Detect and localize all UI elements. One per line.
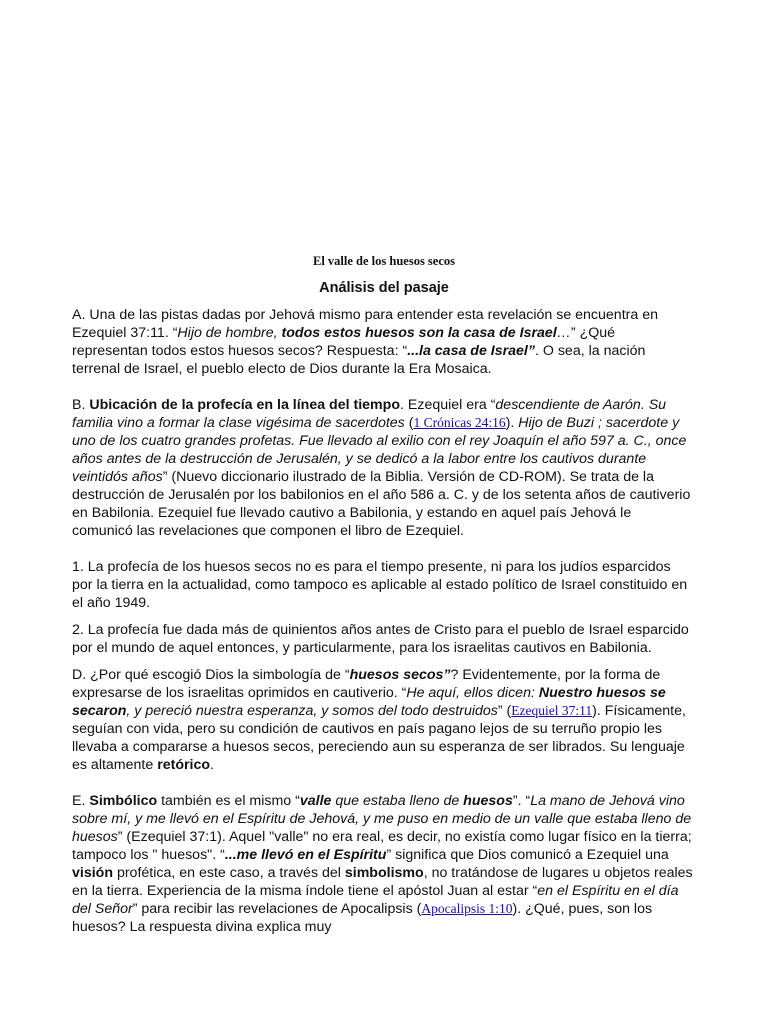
paragraph-d: D. ¿Por qué escogió Dios la simbología de “huesos secos”? Evidentemente, por la forma de expresarse de los israelitas oprimidos en cautiverio. “He aquí, ellos dicen: Nuestro huesos se secaron, y pereció nuestra esperanza, y somos del todo destruidos” (Ezequiel 37:11). Físicamente, seguían con vida, pero su condición de cautivos en país pagano lejos de su terruño propio les llevaba a compararse a huesos secos, pereciendo aun su esperanza de ser librados. Su lenguaje es altamente retórico. [72,667,686,773]
paragraph-1: 1. La profecía de los huesos secos no es para el tiempo presente, ni para los judíos esparcidos por la tierra en la actualidad, como tampoco es aplicable al estado político de Israel constituido en el año 1949. [72,559,688,611]
document-subtitle: Análisis del pasaje [319,280,449,296]
link-apocalipsis[interactable]: Apocalipsis 1:10 [421,901,513,916]
paragraph-b: B. Ubicación de la profecía en la línea del tiempo. Ezequiel era “descendiente de Aarón. Su familia vino a formar la clase vigésima de sacerdotes (1 Crónicas 24:16). Hijo de Buzi ; sacerdote y uno de los cuatro grandes profetas. Fue llevado al exilio con el rey Joaquín el año 597 a. C., once años antes de la destrucción de Jerusalén, y se dedicó a la labor entre los cautivos durante veintidós años” (Nuevo diccionario ilustrado de la Biblia. Versión de CD-ROM). Se trata de la destrucción de Jerusalén por los babilonios en el año 586 a. C. y de los setenta años de cautiverio en Babilonia. Ezequiel fue llevado cautivo a Babilonia, y estando en aquel país Jehová le comunicó las revelaciones que componen el libro de Ezequiel. [72,397,691,539]
paragraph-e: E. Simbólico también es el mismo “valle que estaba lleno de huesos”. “La mano de Jehová vino sobre mí, y me llevó en el Espíritu de Jehová, y me puso en medio de un valle que estaba lleno de huesos” (Ezequiel 37:1). Aquel "valle" no era real, es decir, no existía como lugar físico en la tierra; tampoco los " huesos". “...me llevó en el Espíritu” significa que Dios comunicó a Ezequiel una visión profética, en este caso, a través del simbolismo, no tratándose de lugares u objetos reales en la tierra. Experiencia de la misma índole tiene el apóstol Juan al estar “en el Espíritu en el día del Señor” para recibir las revelaciones de Apocalipsis (Apocalipsis 1:10). ¿Qué, pues, son los huesos? La respuesta divina explica muy [72,793,693,935]
paragraph-a: A. Una de las pistas dadas por Jehová mismo para entender esta revelación se encuentra en Ezequiel 37:11. “Hijo de hombre, todos estos huesos son la casa de Israel…” ¿Qué representan todos estos huesos secos? Respuesta: “...la casa de Israel”. O sea, la nación terrenal de Israel, el pueblo electo de Dios durante la Era Mosaica. [72,307,658,377]
document-body [72,306,694,945]
link-1-cronicas[interactable]: 1 Crónicas 24:16 [413,415,506,430]
document-title: El valle de los huesos secos [312,254,456,268]
paragraph-2: 2. La profecía fue dada más de quinientos años antes de Cristo para el pueblo de Israel esparcido por el mundo de aquel entonces, y particularmente, para los israelitas cautivos en Babilonia. [72,622,689,656]
link-ezequiel[interactable]: Ezequiel 37:11 [511,703,593,718]
